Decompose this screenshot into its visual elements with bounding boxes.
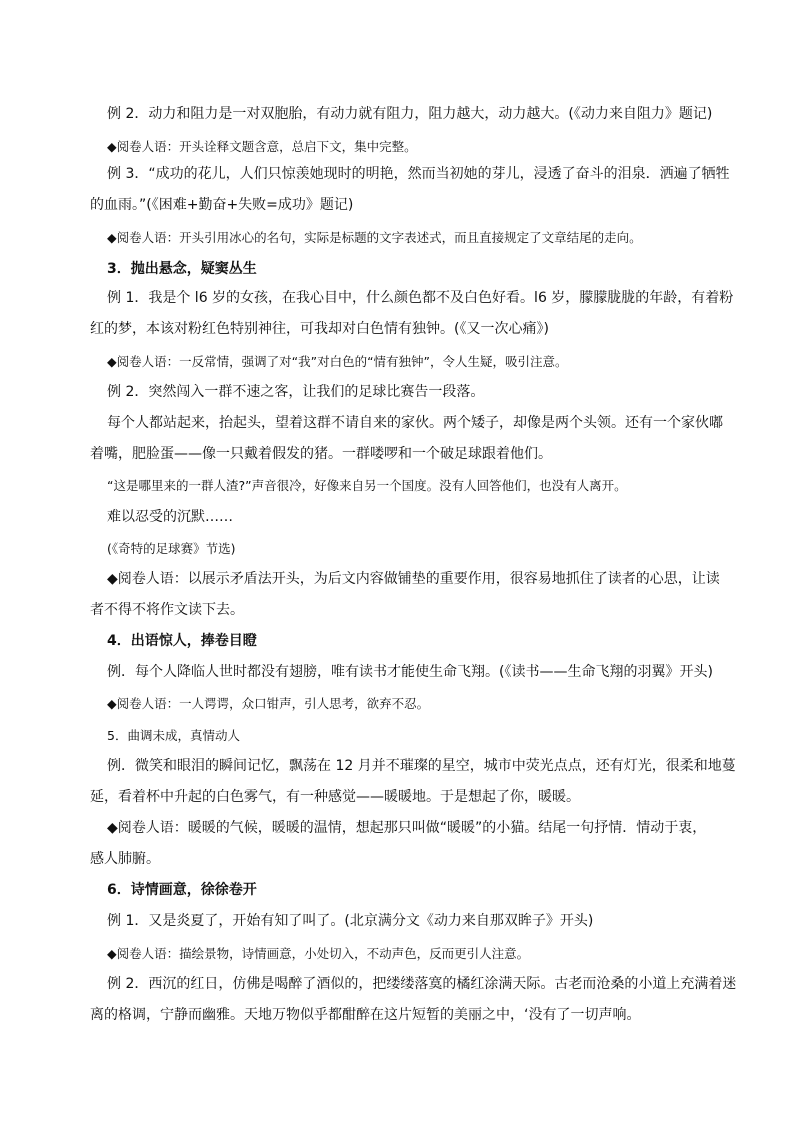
example-line: 离的格调，宁静而幽雅。天地万物似乎都酣醉在这片短暂的美丽之中，‘没有了一切声响。 bbox=[90, 1007, 641, 1023]
example-line: 例 1．又是炎夏了，开始有知了叫了。(北京满分文《动力来自那双眸子》开头) bbox=[107, 913, 594, 929]
example-line: 着嘴，肥脸蛋——像一只戴着假发的猪。一群喽啰和一个破足球跟着他们。 bbox=[90, 446, 552, 462]
reviewer-comment: ◆阅卷人语：暖暖的气候，暖暖的温情，想起那只叫做“暖暖”的小猫。结尾一句抒情．情动于衷， bbox=[107, 820, 707, 836]
section-heading: 6．诗情画意，徐徐卷开 bbox=[107, 882, 257, 898]
example-line: 延，看着杯中升起的白色雾气，有一种感觉——暖暖地。于是想起了你，暖暖。 bbox=[90, 789, 580, 805]
section-heading: 4．出语惊人，捧卷目瞪 bbox=[107, 633, 257, 649]
example-line: 每个人都站起来，抬起头，望着这群不请自来的家伙。两个矮子，却像是两个头领。还有一个家伙嘟 bbox=[107, 415, 723, 431]
reviewer-comment: 者不得不将作文读下去。 bbox=[90, 602, 244, 618]
source-note: (《奇特的足球赛》节选) bbox=[107, 541, 236, 556]
reviewer-comment: 感人肺腑。 bbox=[90, 851, 160, 867]
section-heading: 5．曲调未成，真情动人 bbox=[107, 728, 240, 743]
example-line: 难以忍受的沉默…… bbox=[107, 509, 233, 525]
example-line: 例 2．西沉的红日，仿佛是喝醉了酒似的，把缕缕落寞的橘红涂满天际。古老而沧桑的小道上充满着迷 bbox=[107, 976, 737, 992]
reviewer-comment: ◆阅卷人语：一反常情，强调了对“我”对白色的“情有独钟”，令人生疑，吸引注意。 bbox=[107, 354, 568, 369]
example-line: 红的梦，本该对粉红色特别神往，可我却对白色情有独钟。(《又一次心痛》) bbox=[90, 321, 549, 337]
example-line: 例．微笑和眼泪的瞬间记忆，飘荡在 12 月并不璀璨的星空，城市中荧光点点，还有灯光，很柔和地蔓 bbox=[107, 758, 736, 774]
example-line: 的血雨。”(《困难+勤奋+失败=成功》题记) bbox=[90, 197, 354, 213]
example-line: 例 1．我是个 l6 岁的女孩，在我心目中，什么颜色都不及白色好看。l6 岁，朦朦胧胧的年龄，有着粉 bbox=[107, 290, 734, 306]
example-line: 例 2．突然闯入一群不速之客，让我们的足球比赛告一段落。 bbox=[107, 384, 485, 400]
reviewer-comment: ◆阅卷人语：描绘景物，诗情画意，小处切入，不动声色，反而更引人注意。 bbox=[107, 946, 530, 961]
example-line: “这是哪里来的一群人渣?”声音很冷，好像来自另一个国度。没有人回答他们，也没有人离开。 bbox=[107, 478, 627, 493]
example-line: 例．每个人降临人世时都没有翅膀，唯有读书才能使生命飞翔。(《读书——生命飞翔的羽翼》开头) bbox=[107, 664, 713, 680]
example-line: 例 3．“成功的花儿，人们只惊羡她现时的明艳，然而当初她的芽儿，浸透了奋斗的泪泉．洒遍了牺牲 bbox=[107, 166, 730, 182]
reviewer-comment: ◆阅卷人语：一人谔谔，众口钳声，引人思考，欲弃不忍。 bbox=[107, 696, 430, 711]
reviewer-comment: ◆阅卷人语：开头诠释文题含意，总启下文，集中完整。 bbox=[107, 139, 417, 154]
example-line: 例 2．动力和阻力是一对双胞胎，有动力就有阻力，阻力越大，动力越大。(《动力来自阻力》题记) bbox=[107, 106, 713, 122]
section-heading: 3．抛出悬念，疑窦丛生 bbox=[107, 261, 257, 277]
reviewer-comment: ◆阅卷人语：以展示矛盾法开头，为后文内容做铺垫的重要作用，很容易地抓住了读者的心思，让读 bbox=[107, 571, 720, 587]
reviewer-comment: ◆阅卷人语：开头引用冰心的名句，实际是标题的文字表述式，而且直接规定了文章结尾的走向。 bbox=[107, 230, 642, 245]
